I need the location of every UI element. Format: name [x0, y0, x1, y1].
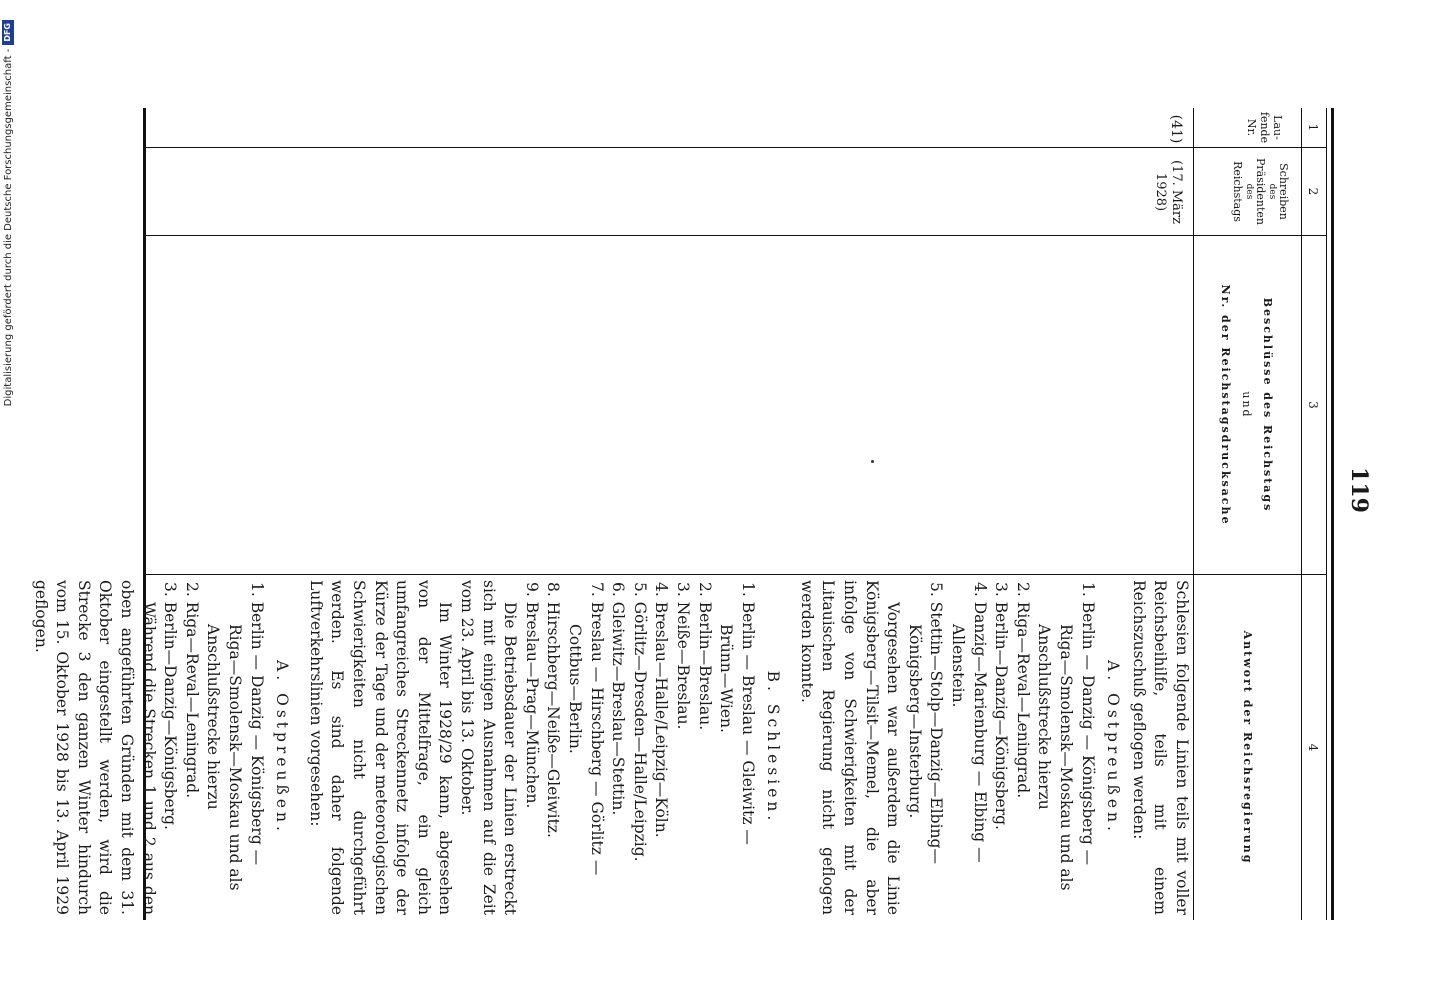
list-item-number: 3. — [673, 582, 692, 597]
list-item-text: Neiße—Breslau. — [673, 601, 692, 730]
list-item — [585, 580, 607, 915]
list-item — [245, 580, 267, 915]
list-item-text: Stettin—Stolp—Danzig—Elbing— — [927, 601, 946, 864]
colnum-1: 1 — [1306, 123, 1320, 132]
entry-number: (41) — [1168, 114, 1184, 144]
list-item-text: Berlin—Breslau. — [695, 601, 714, 731]
list-item-text: Breslau—Halle/Leipzig—Köln. — [652, 601, 671, 838]
list-item — [542, 580, 564, 915]
list-item — [607, 580, 629, 915]
list-item-number: 8. — [544, 582, 563, 597]
answer-paragraph-final: Während die Strecken 1 und 2 aus den oben angeführten Gründen mit dem 31. Oktober eingestellt werden, wird die Strecke 3 den ganzen Winter hindurch vom 15. Oktober 1928 bis 13. April 1929 geflogen. — [31, 580, 158, 915]
page-number: 119 — [1346, 467, 1372, 513]
list-item — [968, 580, 990, 915]
list-item-number: 3. — [992, 582, 1011, 597]
list-item-continuation: Allenstein. — [949, 624, 968, 708]
list-item — [990, 580, 1012, 915]
list-item-text: Berlin—Danzig—Königsberg. — [161, 601, 180, 830]
list-item-text: Gleiwitz—Breslau—Stettin. — [609, 601, 628, 816]
list-item-number: 1. — [738, 582, 757, 597]
list-item — [1011, 580, 1033, 915]
colnum-4: 4 — [1306, 743, 1320, 752]
list-item-number: 2. — [1013, 582, 1032, 597]
list-item-number: 6. — [609, 582, 628, 597]
answer-column — [29, 580, 1192, 915]
section-heading-a1: A. Ostpreußen. — [1104, 660, 1123, 835]
list-item — [520, 580, 542, 915]
list-item-continuation: Königsberg—Insterburg. — [905, 624, 924, 819]
list-b — [520, 580, 758, 915]
list-item — [671, 580, 693, 915]
list-item-number: 5. — [630, 582, 649, 597]
list-item-text: Riga—Reval—Leningrad. — [182, 601, 201, 799]
list-item-text: Görlitz—Dresden—Halle/Leipzig. — [630, 601, 649, 862]
col1-header: Lau- fende Nr. — [1245, 111, 1284, 144]
list-item-text: Berlin — Danzig — Königsberg — — [247, 601, 266, 866]
list-item-text: Breslau—Prag—München. — [522, 601, 541, 809]
list-item-text: Danzig—Marienburg — Elbing — — [970, 601, 989, 863]
list-item — [1076, 580, 1098, 915]
colnum-3: 3 — [1306, 401, 1320, 409]
list-item-number: 1. — [247, 582, 266, 597]
list-item — [159, 580, 181, 915]
list-item-number: 2. — [182, 582, 201, 597]
answer-paragraph-memel: Vorgesehen war außerdem die Linie Königsberg—Tilsit—Memel, die aber infolge von Schwierigkeiten mit der Litauischen Regierung nicht geflogen werden konnte. — [797, 580, 903, 915]
col2-header: Schreiben des Präsidenten des Reichstags — [1231, 157, 1290, 226]
list-item-number: 9. — [522, 582, 541, 597]
list-item-continuation: Brünn—Wien. — [717, 624, 736, 733]
list-item — [736, 580, 758, 915]
list-item — [180, 580, 202, 915]
col3-header: Beschlüsse des Reichstags und Nr. der Reichstagsdrucksache — [1219, 284, 1274, 526]
list-item-number: 1. — [1078, 582, 1097, 597]
table-top-rule — [1331, 108, 1334, 920]
list-a1 — [903, 580, 1097, 915]
list-item-number: 7. — [587, 582, 606, 597]
list-item-number: 4. — [970, 582, 989, 597]
answer-paragraph-winter: Im Winter 1928/29 kann, abgesehen von der Mittelfrage, ein gleich umfangreiches Streckennetz infolge der Kürze der Tage und der meteorologischen Schwierigkeiten nicht durchgeführt werden. Es sind daher folgende Luftverkehrslinien vorgesehen: — [306, 580, 455, 915]
section-heading-a2: A. Ostpreußen. — [273, 660, 292, 835]
list-item-text: Berlin — Danzig — Königsberg — — [1078, 601, 1097, 866]
list-item-text: Hirschberg—Neiße—Gleiwitz. — [544, 601, 563, 838]
list-item-text: Riga—Reval—Leningrad. — [1013, 601, 1032, 799]
header-rule — [1193, 108, 1194, 920]
col4-header: Antwort der Reichsregierung — [1241, 630, 1254, 865]
list-item — [693, 580, 715, 915]
col-divider-2 — [144, 235, 1326, 236]
entry-date: (17. März 1928) — [1153, 159, 1184, 224]
dfg-logo: DFG — [2, 20, 14, 45]
col-divider-3 — [144, 574, 1326, 575]
list-item — [925, 580, 947, 915]
list-item-continuation: Riga—Smolensk—Moskau und als Anschlußstrecke hierzu — [1035, 624, 1076, 891]
list-item-number: 2. — [695, 582, 714, 597]
list-a2 — [159, 580, 267, 915]
list-item-continuation: Cottbus—Berlin. — [565, 624, 584, 754]
list-item-continuation: Riga—Smolensk—Moskau und als Anschlußstrecke hierzu — [204, 624, 245, 891]
list-item-text: Berlin — Breslau — Gleiwitz — — [738, 601, 757, 845]
list-item-number: 4. — [652, 582, 671, 597]
list-item — [628, 580, 650, 915]
table-top-rule-thin — [1326, 108, 1327, 920]
list-item-number: 5. — [927, 582, 946, 597]
answer-intro: Schlesien folgende Linien teils mit voller Reichsbeihilfe, teils mit einem Reichszuschuß geflogen werden: — [1129, 580, 1191, 915]
section-heading-b: B. Schlesien. — [764, 670, 783, 825]
list-item — [650, 580, 672, 915]
answer-paragraph-betrieb: Die Betriebsdauer der Linien erstreckt sich mit einigen Ausnahmen auf die Zeit vom 23. April bis 13. Oktober. — [458, 580, 520, 915]
credit-text: Digitalisierung gefördert durch die Deutsche Forschungsgemeinschaft - — [3, 48, 14, 407]
list-item-text: Berlin—Danzig—Königsberg. — [992, 601, 1011, 830]
list-item-text: Breslau — Hirschberg — Görlitz — — [587, 601, 606, 876]
colnum-2: 2 — [1306, 187, 1320, 196]
speck — [871, 460, 874, 463]
col-divider-1 — [144, 147, 1326, 148]
list-item-number: 3. — [161, 582, 180, 597]
